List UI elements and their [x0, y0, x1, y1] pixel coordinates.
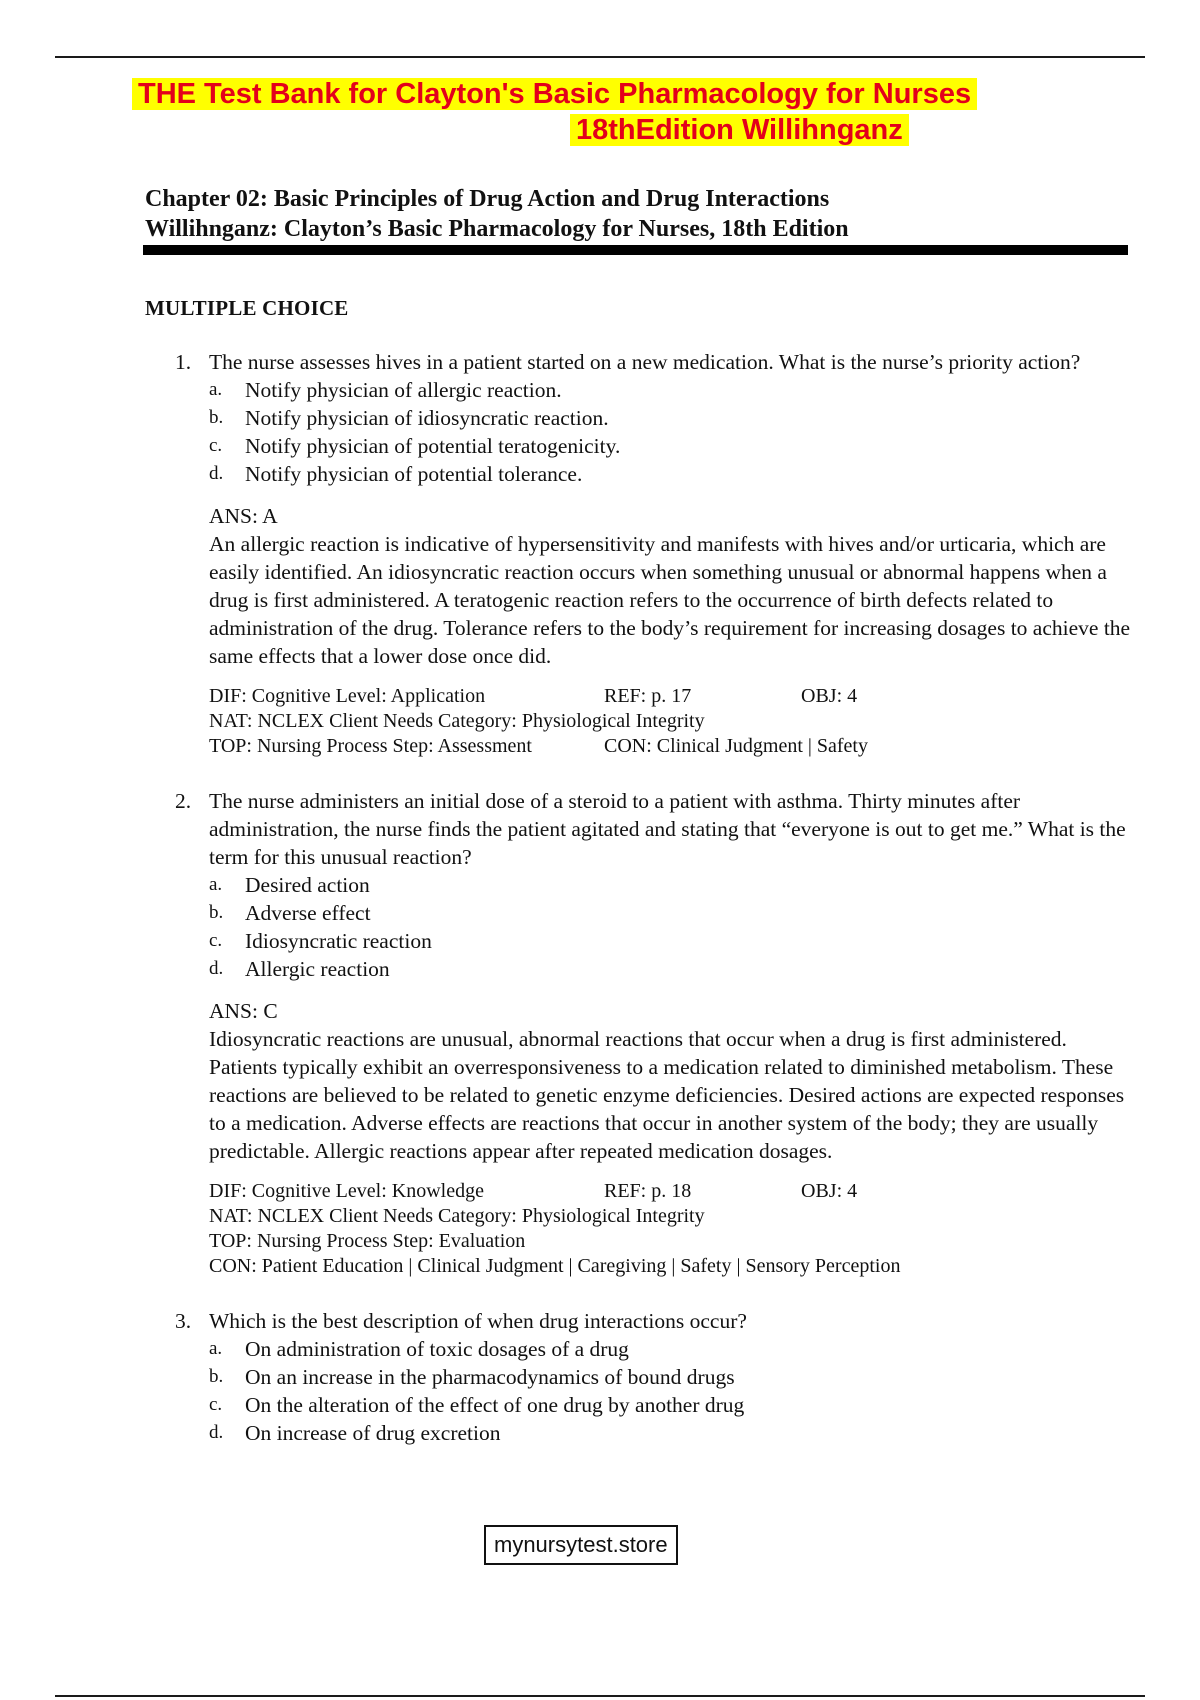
option-letter: b.: [209, 407, 224, 428]
option-d: [209, 955, 1135, 983]
meta-nat: NAT: NCLEX Client Needs Category: Physiological Integrity: [209, 710, 705, 732]
top-rule: [55, 56, 1145, 58]
site-watermark: mynursytest.store: [484, 1525, 678, 1565]
option-letter: b.: [209, 1366, 224, 1387]
option-c: [209, 1391, 1135, 1419]
question-list: [175, 348, 1135, 1447]
option-text: On the alteration of the effect of one drug by another drug: [245, 1393, 745, 1417]
rationale: Idiosyncratic reactions are unusual, abnormal reactions that occur when a drug is first administered. Patients typically exhibit an overresponsiveness to a medication related to diminished metabolism. These reactions are believed to be related to genetic enzyme deficiencies. Desired actions are expected responses to a medication. Adverse effects are reactions that occur in another system of the body; they are usually predictable. Allergic reactions appear after repeated medication dosages.: [209, 1027, 1125, 1163]
option-b: [209, 1363, 1135, 1391]
meta-ref: REF: p. 17: [604, 685, 692, 707]
meta-top: TOP: Nursing Process Step: Evaluation: [209, 1230, 526, 1252]
question-number: 3.: [175, 1309, 192, 1333]
answer-key: ANS: C: [209, 999, 278, 1023]
option-d: [209, 1419, 1135, 1447]
section-title: MULTIPLE CHOICE: [145, 296, 349, 320]
option-letter: a.: [209, 1338, 223, 1359]
meta-con: CON: Clinical Judgment | Safety: [604, 735, 868, 757]
option-letter: d.: [209, 463, 224, 484]
option-b: [209, 404, 1135, 432]
question-1: [175, 348, 1135, 759]
answer-block: [209, 502, 1135, 670]
header-divider: [143, 245, 1128, 255]
option-letter: c.: [209, 435, 223, 456]
question-2: [175, 787, 1135, 1279]
meta-dif: DIF: Cognitive Level: Knowledge: [209, 1180, 484, 1202]
option-list: [209, 871, 1135, 983]
rationale: An allergic reaction is indicative of hypersensitivity and manifests with hives and/or urticaria, which are easily identified. An idiosyncratic reaction occurs when something unusual or abnormal happens when a drug is first administered. A teratogenic reaction refers to the occurrence of birth defects related to administration of the drug. Tolerance refers to the body’s requirement for increasing dosages to achieve the same effects that a lower dose once did.: [209, 532, 1131, 668]
option-letter: a.: [209, 379, 223, 400]
option-list: [209, 376, 1135, 488]
option-letter: b.: [209, 902, 224, 923]
bottom-rule: [55, 1695, 1145, 1697]
banner-line-2: 18thEdition Willihnganz: [570, 114, 909, 146]
option-a: [209, 1335, 1135, 1363]
meta-ref: REF: p. 18: [604, 1180, 692, 1202]
option-b: [209, 899, 1135, 927]
option-text: Desired action: [245, 873, 370, 897]
option-list: [209, 1335, 1135, 1447]
question-stem: Which is the best description of when drug interactions occur?: [209, 1309, 747, 1333]
question-meta: [209, 1179, 1135, 1279]
option-letter: d.: [209, 958, 224, 979]
question-number: 2.: [175, 789, 192, 813]
banner-line-1: THE Test Bank for Clayton's Basic Pharmacology for Nurses: [132, 78, 977, 110]
option-text: On increase of drug excretion: [245, 1421, 501, 1445]
option-letter: a.: [209, 874, 223, 895]
option-c: [209, 432, 1135, 460]
book-title: Willihnganz: Clayton’s Basic Pharmacology for Nurses, 18th Edition: [145, 216, 849, 242]
option-a: [209, 871, 1135, 899]
question-stem: The nurse assesses hives in a patient started on a new medication. What is the nurse’s priority action?: [209, 350, 1081, 374]
option-c: [209, 927, 1135, 955]
question-3: [175, 1307, 1135, 1447]
option-text: On an increase in the pharmacodynamics of bound drugs: [245, 1365, 735, 1389]
answer-key: ANS: A: [209, 504, 278, 528]
option-text: Adverse effect: [245, 901, 371, 925]
chapter-title: Chapter 02: Basic Principles of Drug Action and Drug Interactions: [145, 186, 830, 212]
meta-nat: NAT: NCLEX Client Needs Category: Physiological Integrity: [209, 1205, 705, 1227]
meta-dif: DIF: Cognitive Level: Application: [209, 685, 486, 707]
option-letter: d.: [209, 1422, 224, 1443]
option-text: Notify physician of potential tolerance.: [245, 462, 583, 486]
meta-top: TOP: Nursing Process Step: Assessment: [209, 735, 532, 757]
option-letter: c.: [209, 930, 223, 951]
option-letter: c.: [209, 1394, 223, 1415]
title-banner: [132, 76, 1082, 148]
question-stem: The nurse administers an initial dose of a steroid to a patient with asthma. Thirty minutes after administration, the nurse finds the patient agitated and stating that “everyone is out to get me.” What is the term for this unusual reaction?: [209, 789, 1126, 869]
option-text: Allergic reaction: [245, 957, 390, 981]
meta-con: CON: Patient Education | Clinical Judgment | Caregiving | Safety | Sensory Perception: [209, 1255, 901, 1277]
option-d: [209, 460, 1135, 488]
question-meta: [209, 684, 1135, 759]
option-text: Notify physician of idiosyncratic reaction.: [245, 406, 609, 430]
meta-obj: OBJ: 4: [801, 1180, 858, 1202]
option-text: Notify physician of allergic reaction.: [245, 378, 562, 402]
chapter-header: [145, 184, 1130, 244]
option-text: Idiosyncratic reaction: [245, 929, 432, 953]
option-text: Notify physician of potential teratogenicity.: [245, 434, 621, 458]
option-a: [209, 376, 1135, 404]
answer-block: [209, 997, 1135, 1165]
option-text: On administration of toxic dosages of a drug: [245, 1337, 629, 1361]
meta-obj: OBJ: 4: [801, 685, 858, 707]
question-number: 1.: [175, 350, 192, 374]
